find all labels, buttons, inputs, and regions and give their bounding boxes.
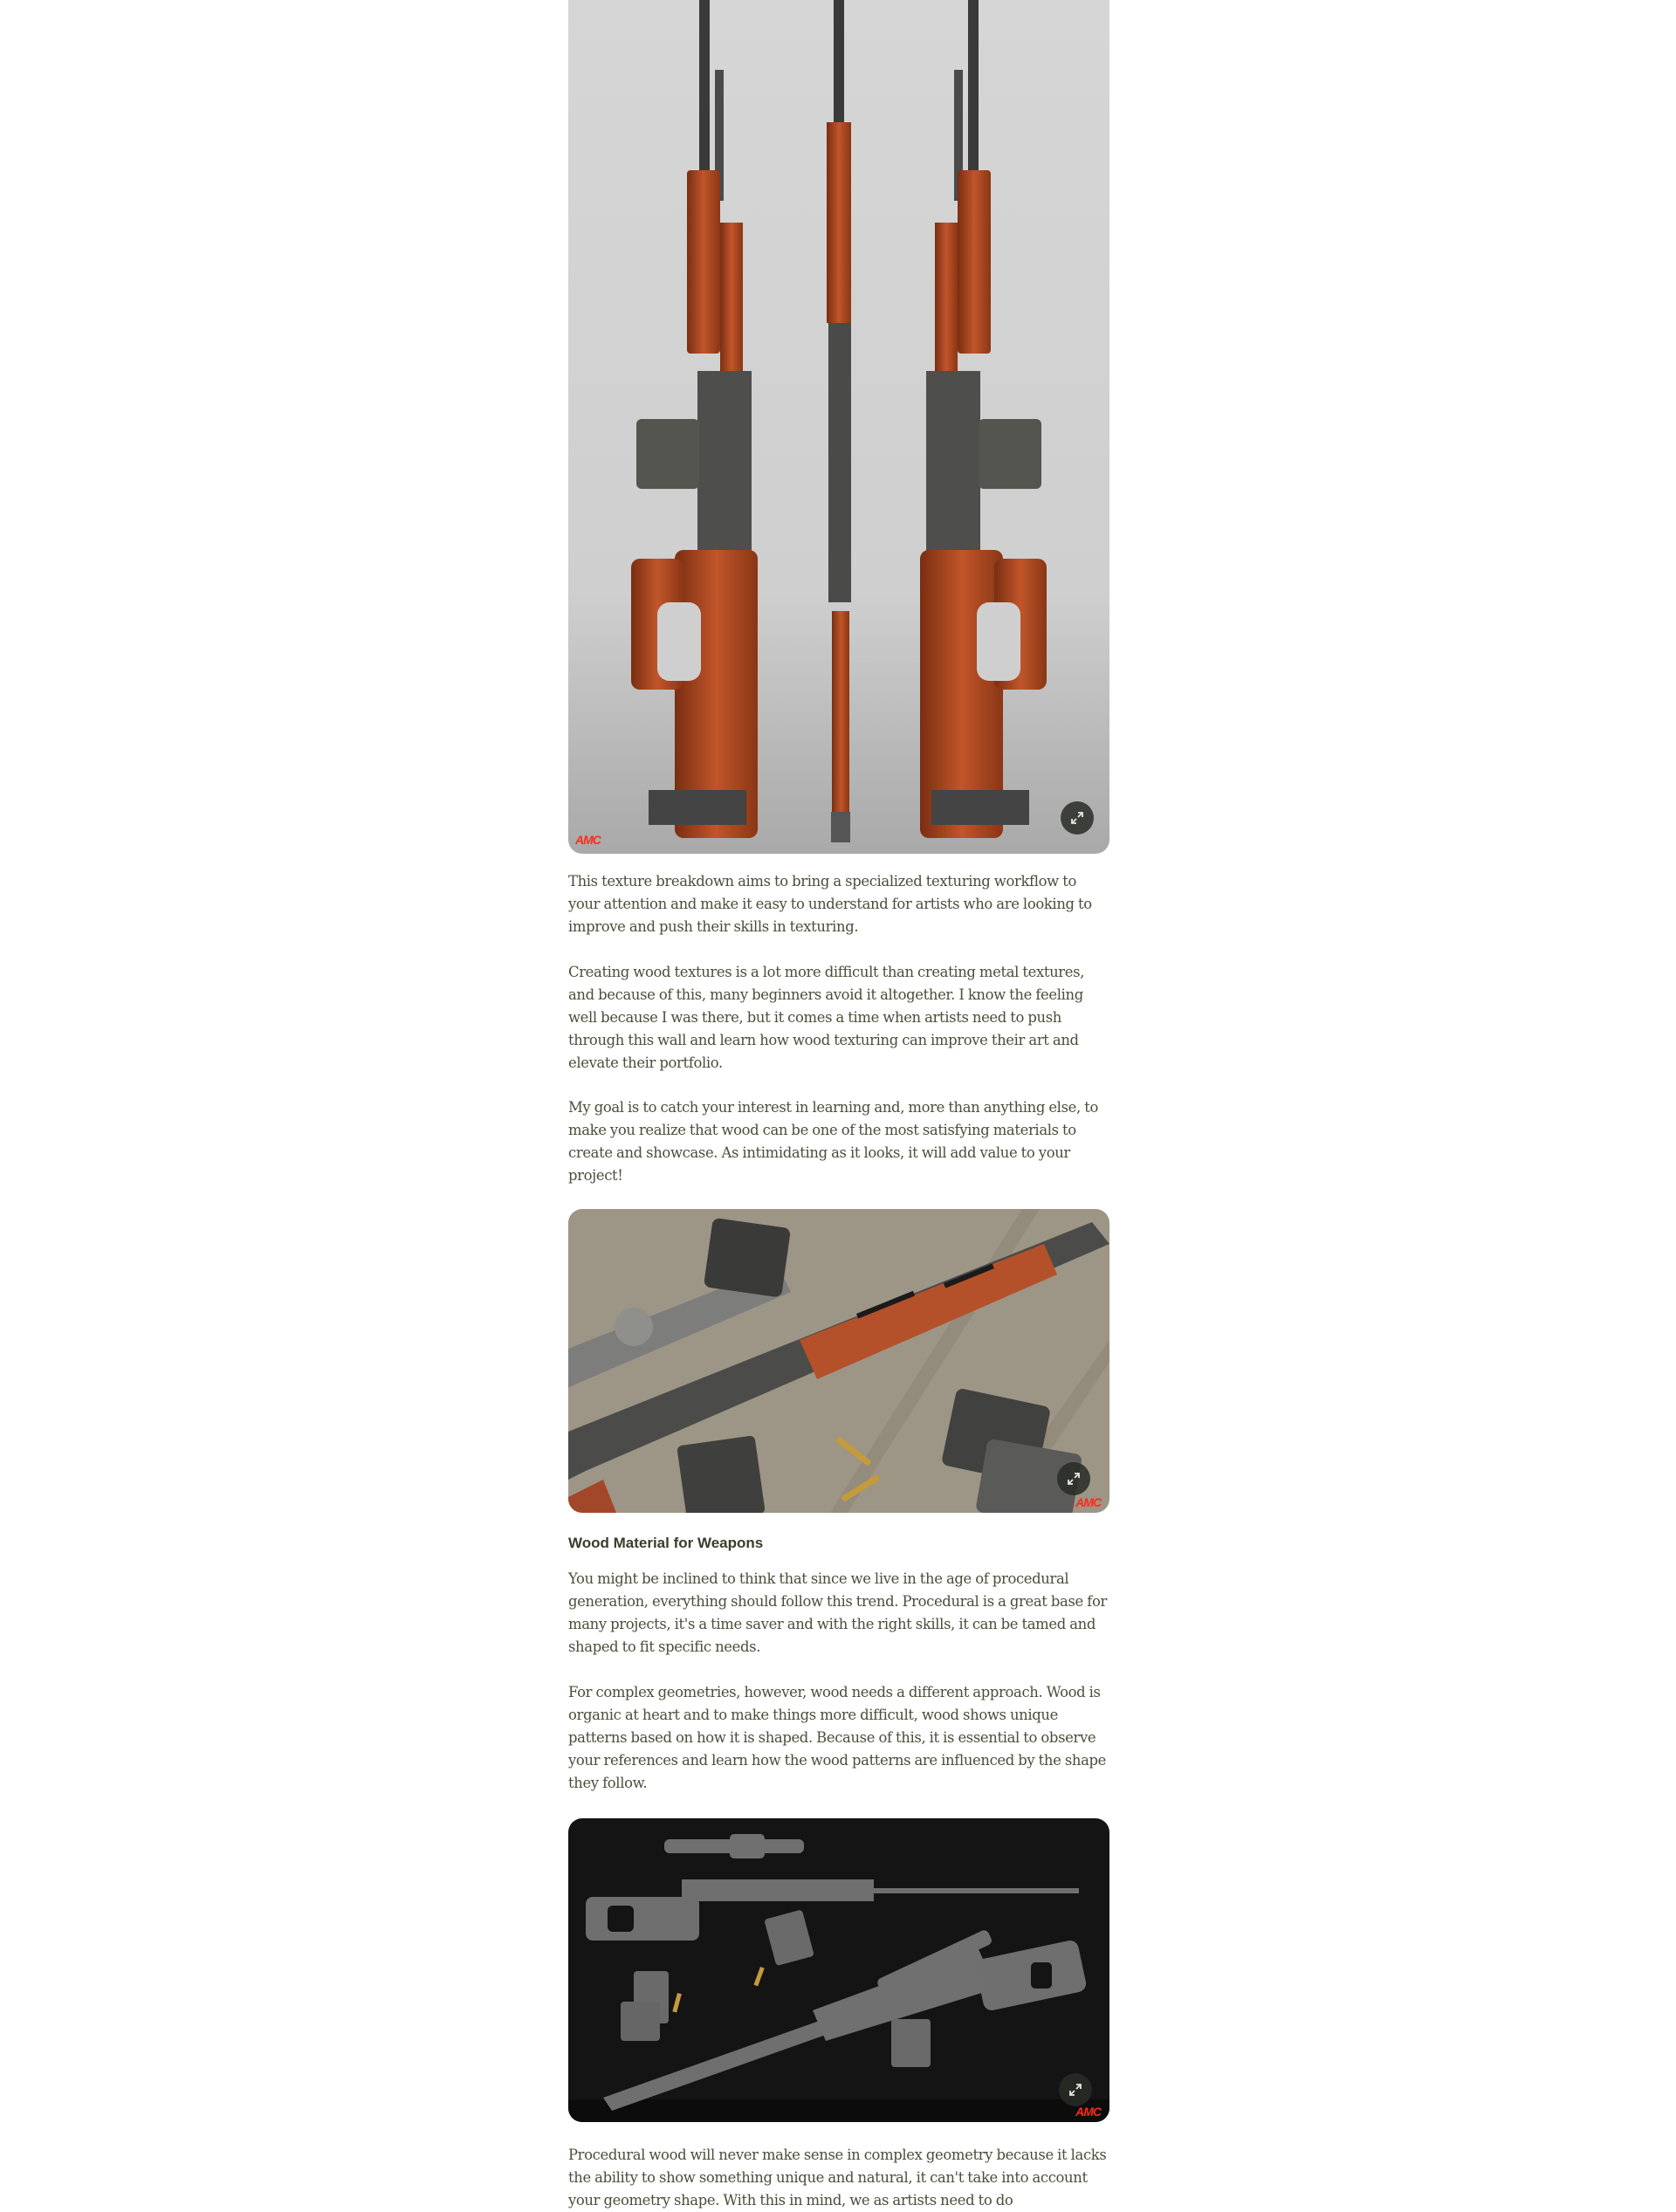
paragraph: Procedural wood will never make sense in complex geometry because it lacks the ability to show something unique and natural, it can't take into account your geometry shape. With this in mind, we as artists need to do (568, 2147, 1107, 2209)
untextured-rifles-illustration (568, 1818, 1109, 2122)
expand-image-button[interactable] (1057, 1462, 1090, 1495)
expand-icon (1067, 1472, 1081, 1486)
expand-icon (1068, 2083, 1082, 2097)
amc-logo: AMC (575, 833, 601, 847)
amc-logo: AMC (1075, 2105, 1101, 2119)
rifle-three-views-illustration (568, 0, 1109, 854)
expand-image-button[interactable] (1059, 2073, 1092, 2106)
expand-image-button[interactable] (1061, 801, 1094, 835)
paragraph: You might be inclined to think that since we live in the age of procedural generation, everything should follow this trend. Procedural is a great base for many projects, it's a time saver and with the right skills, it can be tamed and shaped to fit specific needs. (568, 1570, 1107, 1655)
paragraph: Creating wood textures is a lot more difficult than creating metal textures, and because of this, many beginners avoid it altogether. I know the feeling well because I was there, but it comes a time when artists need to push through this wall and learn how wood texturing can improve their art and elevate their portfolio. (568, 964, 1085, 1071)
section-heading: Wood Material for Weapons (568, 1535, 764, 1551)
article-image-2[interactable] (568, 1209, 1109, 1513)
amc-logo: AMC (1075, 1495, 1101, 1509)
paragraph: For complex geometries, however, wood needs a different approach. Wood is organic at heart and to make things more difficult, wood shows unique patterns based on how it is shaped. Because of this, it is essential to observe your references and learn how the wood patterns are influenced by the shape they follow. (568, 1684, 1107, 1791)
article-image-3[interactable] (568, 1818, 1109, 2122)
expand-icon (1070, 811, 1084, 825)
paragraph: My goal is to catch your interest in learning and, more than anything else, to make you realize that wood can be one of the most satisfying materials to create and showcase. As intimidating as it looks, it will add value to your project! (568, 1099, 1098, 1184)
article-image-1[interactable] (568, 0, 1109, 854)
paragraph: This texture breakdown aims to bring a specialized texturing workflow to your attention and make it easy to understand for artists who are looking to improve and push their skills in texturing. (568, 873, 1092, 935)
rifle-on-concrete-illustration (568, 1209, 1109, 1513)
